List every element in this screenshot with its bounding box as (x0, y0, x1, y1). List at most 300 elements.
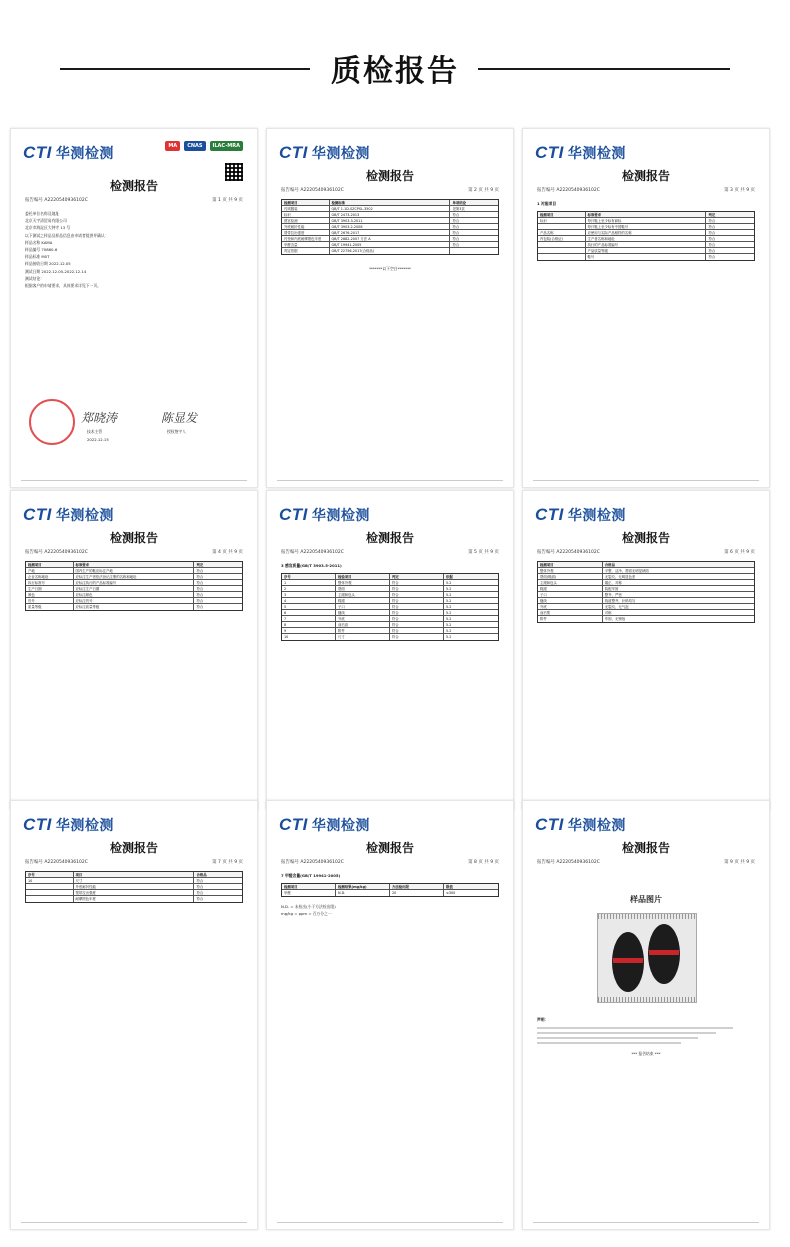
table-cell: 5.2 (446, 581, 452, 585)
report-number: 报告编号 A2220540936102C (537, 550, 600, 555)
table-cell (26, 896, 74, 902)
footnote: mg/kg = ppm = 百万分之一 (281, 911, 332, 916)
table-cell (538, 224, 586, 229)
table-row (26, 604, 242, 610)
table-cell: 产品质量等级 (586, 248, 707, 253)
report-body (25, 211, 243, 290)
table-cell: 符合 (390, 586, 444, 591)
sample-title: 样品图片 (630, 895, 662, 904)
table-cell: 符合 (196, 885, 204, 889)
report-title: 检测报告 (109, 179, 158, 193)
table-cell: 符合 (708, 231, 716, 235)
body-line: 北京天宇清贸易有限公司 (25, 218, 67, 224)
table-cell: 应使用与实际产品相符的名称 (586, 230, 707, 235)
table-cell: 依据 (446, 575, 453, 579)
page-footer (533, 1222, 759, 1223)
table-cell: 产地 (26, 568, 74, 573)
brand-name: 华测检测 (55, 817, 114, 833)
table-cell: 判定依据 (282, 248, 330, 254)
table-cell: 应标注生产日期 (74, 586, 195, 591)
result-table (537, 561, 755, 623)
brand-name: 华测检测 (55, 507, 114, 523)
table-cell: 符合 (196, 599, 204, 603)
table-row (538, 254, 754, 260)
section-heading: 1 衬服项目 (537, 201, 557, 206)
table-cell: 检测项目 (282, 884, 336, 889)
title-rule-right (478, 68, 730, 70)
report-number: 报告编号 A2220540936102C (281, 550, 344, 555)
footer-rule (21, 480, 247, 481)
table-cell: 外底 (336, 616, 390, 621)
report-meta (25, 859, 243, 865)
report-meta (537, 859, 755, 865)
table-cell: 尺寸 (336, 634, 390, 640)
table-cell: 缝线 (538, 598, 603, 603)
body-line: 根据客户的申请要求，具体要求详见下一页。 (25, 283, 101, 289)
cti-mark: CTI (23, 143, 52, 162)
table-note: *******以下空白******* (369, 265, 411, 271)
accreditation-badge: CNAS (184, 141, 205, 151)
table-cell: 国内生产的鞋应标注产地 (74, 568, 195, 573)
page-footer (277, 1222, 503, 1223)
report-meta (537, 549, 755, 555)
sandal-strap (613, 958, 643, 963)
body-line: 委托单位名称及地址 (25, 211, 60, 216)
table-cell (538, 248, 586, 253)
brand-name: 华测检测 (311, 145, 370, 161)
table-cell: 衬绒服装 (282, 206, 330, 211)
table-cell: 符合 (708, 225, 716, 229)
table-cell: 衬垫和内底耐摩擦色牢度 (282, 236, 330, 241)
page-footer (21, 1222, 247, 1223)
table-cell: QB/T 2676-2017 (330, 230, 451, 235)
table-cell: 符合 (708, 249, 716, 253)
ruler (598, 997, 696, 1002)
table-cell: 6 (282, 610, 336, 615)
table-cell: 5.2 (446, 629, 452, 633)
table-cell: 符合 (390, 610, 444, 615)
table-cell: 符合 (708, 255, 716, 259)
report-page (522, 490, 770, 810)
section-heading: 3 感官质量(GB/T 3903.5-2011) (281, 563, 342, 568)
table-cell: 4 (282, 598, 336, 603)
page-number: 第 6 页 共 9 页 (724, 550, 755, 555)
report-end: *** 报告结束 *** (631, 1051, 661, 1056)
table-cell: 5.2 (446, 605, 452, 609)
table-cell: 货号 (26, 598, 74, 603)
table-cell: GB/T 3903.2-2008 (330, 224, 451, 229)
table-cell: 帮带拉出强度 (74, 890, 195, 895)
table-cell: 项目 (74, 872, 195, 877)
table-cell: 方法检出限 (390, 884, 444, 889)
table-cell: 5.2 (446, 611, 452, 615)
page-number: 第 1 页 共 9 页 (212, 198, 243, 203)
table-cell: 判定 (196, 563, 204, 567)
signature: 郑晓涛 (81, 411, 118, 425)
table-cell: 产品名称 (538, 230, 586, 235)
signature: 陈显发 (161, 411, 198, 425)
table-cell: 执行的产品标准编号 (586, 242, 707, 247)
result-table (25, 561, 243, 611)
footer-rule (277, 480, 503, 481)
page-number: 第 8 页 共 9 页 (468, 860, 499, 865)
table-cell: 端正、对称 (604, 581, 622, 585)
table-cell: 整齐、严密 (604, 593, 622, 597)
sign-date: 2022.12.15 (87, 437, 109, 442)
table-cell (26, 890, 74, 895)
table-cell: 10 (282, 634, 336, 640)
table-cell: 质量等级 (26, 604, 74, 610)
table-cell: 8 (282, 622, 336, 627)
table-cell: 感官检测 (282, 218, 330, 223)
report-meta (25, 549, 243, 555)
report-title: 检测报告 (621, 531, 670, 545)
body-line: 样品名称 KAMA (25, 239, 53, 245)
table-cell (450, 248, 498, 254)
body-line: 测试结论： (25, 275, 44, 281)
brand-name: 华测检测 (567, 817, 626, 833)
table-cell: 企业名称地址 (26, 574, 74, 579)
table-cell: 内包装(合格证) (538, 236, 586, 241)
table-cell: QB/T 2882-2007 方法 A (330, 236, 451, 241)
body-line: 样品编号 70860-6 (25, 247, 58, 253)
cti-mark: CTI (23, 815, 52, 834)
table-cell: 尺寸 (74, 878, 195, 883)
table-cell: 5.2 (446, 623, 452, 627)
table-cell: 整体外观 (336, 580, 390, 585)
table-cell: 应标注生产者依法登记注册的名称和地址 (74, 574, 195, 579)
report-title: 检测报告 (365, 841, 414, 855)
brand-name: 华测检测 (55, 145, 114, 161)
table-cell: 前后高 (336, 622, 390, 627)
footer-rule (533, 1222, 759, 1223)
table-cell: 外底 (538, 604, 603, 609)
text-line (537, 1037, 698, 1039)
table-cell: 符合 (390, 634, 444, 640)
table-cell: 符合 (390, 622, 444, 627)
page-number: 第 9 页 共 9 页 (724, 860, 755, 865)
page-number: 第 5 页 共 9 页 (468, 550, 499, 555)
table-cell: 应标注执行的产品标准编号 (74, 580, 195, 585)
table-cell: 符合 (452, 219, 460, 223)
table-cell: 符合 (452, 243, 460, 247)
table-cell: 子口 (538, 592, 603, 597)
table-row (282, 634, 498, 640)
table-cell: 符合 (196, 575, 204, 579)
cti-mark: CTI (535, 143, 564, 162)
table-cell: 符合 (390, 592, 444, 597)
table-cell: 对称 (604, 611, 612, 615)
page-number: 第 3 页 共 9 页 (724, 188, 755, 193)
table-cell: 检验项目 (336, 574, 390, 579)
table-cell: 20 (390, 890, 444, 896)
report-page (10, 490, 258, 810)
table-row (26, 896, 242, 902)
table-cell: 应标注颜色 (74, 592, 195, 597)
table-cell: 生产者名称和地址 (586, 236, 707, 241)
body-line: 测试日期 2022.12.05-2022.12.14 (25, 268, 87, 274)
result-table (281, 883, 499, 897)
table-cell: 装配牢固 (604, 587, 619, 591)
table-cell: 子口 (336, 604, 390, 609)
table-cell: 符合 (452, 225, 460, 229)
report-number: 报告编号 A2220540936102C (537, 860, 600, 865)
table-cell: 10 (26, 878, 74, 883)
sandal-icon (598, 914, 697, 1003)
table-cell: 5.2 (446, 635, 452, 639)
report-title: 检测报告 (365, 531, 414, 545)
report-number: 报告编号 A2220540936102C (25, 198, 88, 203)
table-cell (26, 884, 74, 889)
cti-logo (23, 505, 114, 525)
table-cell: 执行标准号 (26, 580, 74, 585)
table-cell: 5 (282, 604, 336, 609)
table-cell: 7 (282, 616, 336, 621)
cti-mark: CTI (279, 505, 308, 524)
table-cell: 序号 (26, 872, 74, 877)
table-cell: 符合 (390, 598, 444, 603)
report-meta (281, 859, 499, 865)
table-cell: QB/T 1.1D-SZCPSL-3502 (330, 206, 451, 211)
cti-logo (535, 815, 626, 835)
table-cell: 符合 (452, 231, 460, 235)
result-table (537, 211, 755, 261)
table-cell: 9 (282, 628, 336, 633)
page-header (0, 0, 790, 120)
statement-lines (537, 1027, 755, 1047)
table-cell: 合格品 (196, 873, 207, 877)
accreditation-badge: MA (165, 141, 180, 151)
page-footer (21, 480, 247, 481)
report-number: 报告编号 A2220540936102C (281, 188, 344, 193)
table-cell: 鞋跟 (336, 598, 390, 603)
table-cell: 鞋号 (586, 254, 707, 260)
text-line (537, 1032, 716, 1034)
table-row (282, 890, 498, 896)
table-cell: 每只鞋上至少标有商标 (586, 218, 707, 223)
table-cell: 符合 (452, 237, 460, 241)
table-cell: 甲醛含量 (282, 242, 330, 247)
accreditation-badge: ILAC-MRA (210, 141, 243, 151)
table-cell: 每只鞋上至少标有中国鞋号 (586, 224, 707, 229)
table-cell: 检测结果(mg/kg) (336, 884, 390, 889)
table-cell: 5.2 (446, 587, 452, 591)
report-page (266, 490, 514, 810)
table-cell: 检测项目 (538, 212, 586, 217)
accreditation-badges (165, 141, 243, 151)
footer-rule (533, 480, 759, 481)
table-cell: 主跟和包头 (538, 580, 603, 585)
table-cell: GB/T 2473-2013 (330, 212, 451, 217)
table-row (538, 616, 754, 622)
table-cell (538, 254, 586, 260)
table-cell: 2 (282, 586, 336, 591)
table-cell: 平整、洁净，帮面无明显缺陷 (604, 569, 649, 573)
table-cell: 颜色 (26, 592, 74, 597)
table-cell: 帮带拉出强度 (282, 230, 330, 235)
table-cell: 序号 (282, 574, 336, 579)
table-cell: 生产日期 (26, 586, 74, 591)
cti-logo (279, 143, 370, 163)
text-line (537, 1027, 733, 1029)
table-cell: 判定 (390, 574, 444, 579)
table-cell: 外底耐折性能 (282, 224, 330, 229)
report-title: 检测报告 (365, 169, 414, 183)
report-page (266, 800, 514, 1230)
table-cell: 限值 (446, 885, 453, 889)
report-meta (25, 197, 243, 203)
table-cell: 符合 (708, 219, 716, 223)
table-cell: 标识 (282, 212, 330, 217)
table-cell: 符合 (196, 891, 204, 895)
table-cell: 符合 (390, 628, 444, 633)
table-cell: 帮面(鞋面) (538, 574, 603, 579)
report-page (266, 128, 514, 488)
table-cell: 符合 (708, 237, 716, 241)
report-title: 检测报告 (621, 169, 670, 183)
report-page (522, 800, 770, 1230)
cti-mark: CTI (535, 815, 564, 834)
report-title: 检测报告 (621, 841, 670, 855)
section-heading: 7 甲醛含量(GB/T 19941-2005) (281, 873, 341, 878)
report-meta (537, 187, 755, 193)
table-cell: 牢固、无锈蚀 (604, 617, 626, 621)
table-cell: 整体外观 (538, 568, 603, 573)
result-table (25, 871, 243, 903)
table-cell: 应标注货号 (74, 598, 195, 603)
table-cell: 标识 (538, 218, 586, 223)
sandal-strap (649, 950, 679, 955)
cti-mark: CTI (279, 815, 308, 834)
footer-rule (277, 1222, 503, 1223)
brand-name: 华测检测 (567, 507, 626, 523)
table-cell: 符合 (390, 616, 444, 621)
table-cell: 5.2 (446, 599, 452, 603)
report-number: 报告编号 A2220540936102C (25, 550, 88, 555)
table-row (282, 248, 498, 254)
table-cell: 检测项目 (538, 562, 603, 567)
page-footer (533, 480, 759, 481)
table-cell: 1 (282, 580, 336, 585)
cti-logo (535, 143, 626, 163)
cti-logo (535, 505, 626, 525)
cti-logo (23, 815, 114, 835)
table-cell: 符合 (196, 605, 204, 609)
signature-role: 授权签字人 (167, 429, 186, 434)
table-cell: 缝线 (336, 610, 390, 615)
qr-code (225, 163, 243, 181)
table-cell: GB/T 22756-2017(合格品) (330, 248, 451, 254)
report-title: 检测报告 (109, 531, 158, 545)
table-cell: 检测项目 (26, 562, 74, 567)
report-page (522, 128, 770, 488)
report-meta (281, 187, 499, 193)
table-cell: 单项结论 (452, 201, 467, 205)
cti-mark: CTI (279, 143, 308, 162)
table-cell: N.D. (336, 890, 390, 896)
table-cell: GB/T 19941-2005 (330, 242, 451, 247)
table-cell: 附件 (336, 628, 390, 633)
table-cell: 附件 (538, 616, 603, 622)
report-page (10, 800, 258, 1230)
table-cell: 符合 (390, 580, 444, 585)
table-cell: 检测项目 (282, 200, 330, 205)
table-cell: 耐摩擦色牢度 (74, 896, 195, 902)
table-cell: 鞋跟 (538, 586, 603, 591)
sample-photo (597, 913, 697, 1003)
body-line: 样品接收日期 2022.12.05 (25, 261, 71, 267)
report-meta (281, 549, 499, 555)
table-cell: GB/T 3903.3-2011 (330, 218, 451, 223)
page-number: 第 2 页 共 9 页 (468, 188, 499, 193)
page-number: 第 7 页 共 9 页 (212, 860, 243, 865)
table-cell: ≤300 (446, 891, 456, 895)
table-cell: 3 (282, 592, 336, 597)
page-footer (277, 480, 503, 481)
footer-rule (21, 1222, 247, 1223)
table-cell: 应标注质量等级 (74, 604, 195, 610)
statement-heading: 声明： (537, 1017, 549, 1022)
table-cell: 合格品 (604, 563, 615, 567)
table-cell: 前后帮 (538, 610, 603, 615)
report-number: 报告编号 A2220540936102C (25, 860, 88, 865)
table-cell: 符合 (196, 587, 204, 591)
brand-name: 华测检测 (311, 507, 370, 523)
table-cell: 标准要求 (586, 212, 707, 217)
report-title: 检测报告 (109, 841, 158, 855)
report-number: 报告编号 A2220540936102C (537, 188, 600, 193)
table-cell: 5.2 (446, 593, 452, 597)
table-cell: 甲醛 (282, 890, 336, 896)
brand-name: 华测检测 (567, 145, 626, 161)
cti-mark: CTI (23, 505, 52, 524)
footnote: N.D. = 未检出(小于方法检出限) (281, 904, 336, 909)
body-line: 样品标准 M0T (25, 254, 50, 260)
table-cell: 线道整齐，针码均匀 (604, 599, 636, 603)
table-cell: 无裂纹、无气泡 (604, 605, 629, 609)
table-cell: 检测标准 (330, 200, 451, 205)
table-cell (538, 242, 586, 247)
page-title: 质检报告 (331, 54, 459, 89)
table-cell: 符合 (452, 213, 460, 217)
table-cell: 外底耐折性能 (74, 884, 195, 889)
body-line: 以下测试之样品及样品信息由申请者提供并确认： (25, 232, 109, 238)
table-cell: 符合 (196, 593, 204, 597)
report-number: 报告编号 A2220540936102C (281, 860, 344, 865)
company-seal (29, 399, 75, 445)
table-cell: 判定 (708, 213, 716, 217)
table-cell: 符合 (708, 243, 716, 247)
table-cell: 符合 (196, 581, 204, 585)
cti-logo (279, 505, 370, 525)
text-line (537, 1042, 681, 1044)
table-cell: 无裂纹、无明显色差 (604, 575, 636, 579)
table-cell: 符合 (196, 879, 204, 883)
table-cell: 符合 (196, 897, 204, 901)
table-cell: 见第3页 (452, 207, 465, 211)
report-page (10, 128, 258, 488)
table-cell: 符合 (390, 604, 444, 609)
body-line: 北京市海淀区大钟寺 13 号 (25, 225, 71, 231)
cti-logo (279, 815, 370, 835)
signature-role: 技术主管 (87, 429, 103, 434)
cti-mark: CTI (535, 505, 564, 524)
cti-logo (23, 143, 114, 163)
table-cell: 符合 (196, 569, 204, 573)
ruler (598, 914, 696, 919)
table-cell: 标准要求 (74, 562, 195, 567)
result-table (281, 573, 499, 641)
